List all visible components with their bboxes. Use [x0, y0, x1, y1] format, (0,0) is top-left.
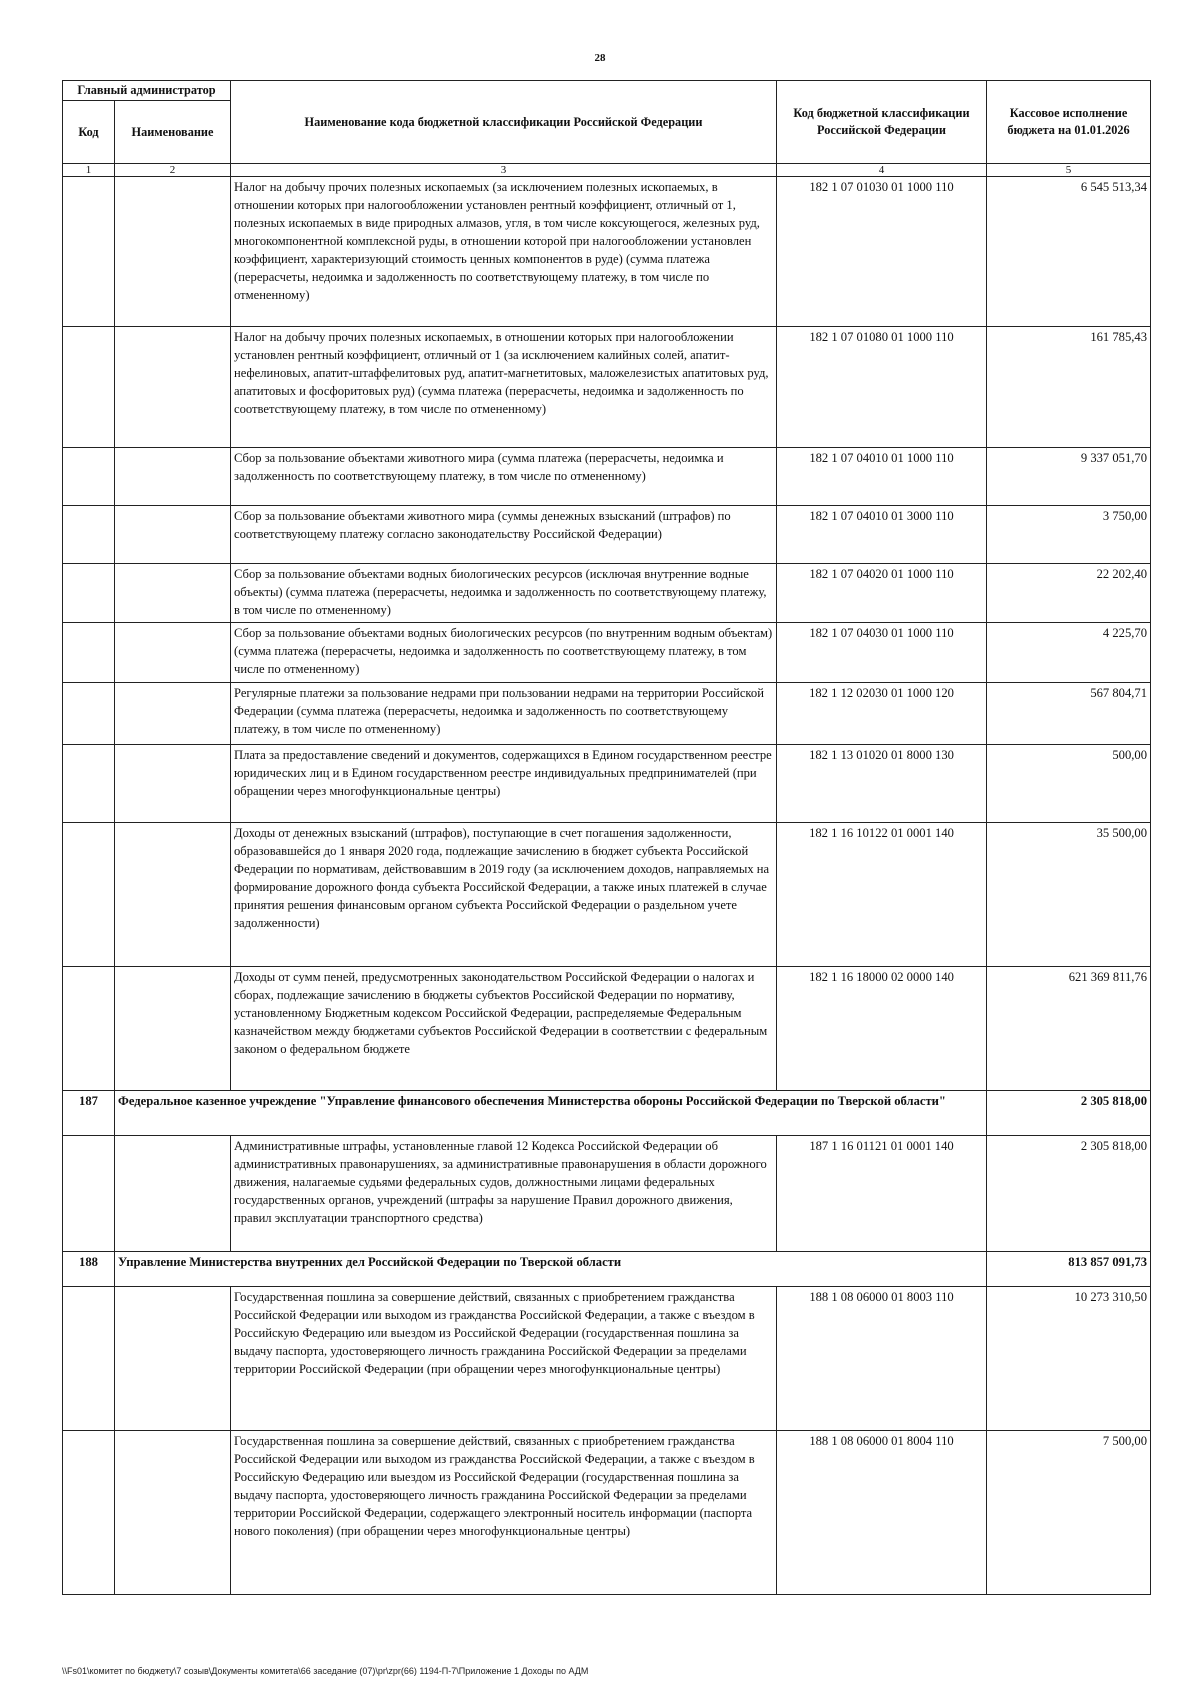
budget-code: 182 1 07 04010 01 3000 110 — [777, 506, 987, 564]
execution-header: Кассовое исполнение бюджета на 01.01.2026 — [987, 81, 1151, 164]
budget-code: 182 1 12 02030 01 1000 120 — [777, 683, 987, 745]
column-number: 5 — [987, 164, 1151, 177]
kod-cell — [63, 177, 115, 327]
classification-name: Государственная пошлина за совершение действий, связанных с приобретением гражданства Российской Федерации или выходом из гражданства Российской Федерации, а также с въездом в Российскую Федерацию или выездом из Российской Федерации (государственная пошлина за выдачу паспорта, удостоверяющего личность гражданина Российской Федерации за пределами территории Российской Федерации, содержащего электронный носитель информации (паспорта нового поколения) (при обращении через многофункциональные центры) — [231, 1431, 777, 1595]
classification-name: Плата за предоставление сведений и документов, содержащихся в Едином государственном реестре юридических лиц и в Едином государственном реестре индивидуальных предпринимателей (при обращении через многофункциональные центры) — [231, 745, 777, 823]
admin-row — [63, 1091, 1151, 1136]
budget-code: 188 1 08 06000 01 8004 110 — [777, 1431, 987, 1595]
kod-cell — [63, 564, 115, 623]
kod-cell — [63, 1287, 115, 1431]
execution-amount: 500,00 — [987, 745, 1151, 823]
classification-name: Сбор за пользование объектами животного мира (сумма платежа (перерасчеты, недоимка и задолженность по соответствующему платежу, в том числе по отмененному) — [231, 448, 777, 506]
kod-cell — [63, 1136, 115, 1252]
column-numbers-row — [63, 164, 1151, 177]
admin-name-cell — [115, 506, 231, 564]
budget-revenue-table — [62, 80, 1151, 1595]
admin-name-cell — [115, 177, 231, 327]
execution-amount: 621 369 811,76 — [987, 967, 1151, 1091]
table-row — [63, 1136, 1151, 1252]
table-row — [63, 683, 1151, 745]
table-row — [63, 745, 1151, 823]
budget-code: 182 1 13 01020 01 8000 130 — [777, 745, 987, 823]
classification-name: Налог на добычу прочих полезных ископаемых (за исключением полезных ископаемых, в отношении которых при налогообложении установлен рентный коэффициент, отличный от 1, полезных ископаемых в виде природных алмазов, угля, в том числе коксующегося, железных руд, многокомпонентной комплексной руды, в отношении которой при налогообложении установлен коэффициент, характеризующий стоимость ценных компонентов в руде) (сумма платежа (перерасчеты, недоимка и задолженность по соответствующему платежу, в том числе по отмененному) — [231, 177, 777, 327]
admin-name-cell — [115, 564, 231, 623]
classification-name: Налог на добычу прочих полезных ископаемых, в отношении которых при налогообложении установлен рентный коэффициент, отличный от 1 (за исключением калийных солей, апатит-нефелиновых, апатит-штаффелитовых руд, апатит-магнетитовых, маложелезистых апатитовых руд, апатитовых и фосфоритовых руд) (сумма платежа (перерасчеты, недоимка и задолженность по соответствующему платежу, в том числе по отмененному) — [231, 327, 777, 448]
table-row — [63, 1287, 1151, 1431]
execution-amount: 161 785,43 — [987, 327, 1151, 448]
classification-name: Сбор за пользование объектами водных биологических ресурсов (по внутренним водным объектам) (сумма платежа (перерасчеты, недоимка и задолженность по соответствующему платежу, в том числе по отмененному) — [231, 623, 777, 683]
classification-name: Сбор за пользование объектами животного мира (суммы денежных взысканий (штрафов) по соответствующему платежу согласно законодательству Российской Федерации) — [231, 506, 777, 564]
kod-cell — [63, 506, 115, 564]
execution-amount: 7 500,00 — [987, 1431, 1151, 1595]
classification-name: Доходы от сумм пеней, предусмотренных законодательством Российской Федерации о налогах и сборах, подлежащие зачислению в бюджеты субъектов Российской Федерации по нормативу, установленному Бюджетным кодексом Российской Федерации, распределяемые Федеральным казначейством между бюджетами субъектов Российской Федерации в соответствии с федеральным законом о федеральном бюджете — [231, 967, 777, 1091]
kod-cell — [63, 683, 115, 745]
budget-code: 182 1 16 18000 02 0000 140 — [777, 967, 987, 1091]
execution-amount: 567 804,71 — [987, 683, 1151, 745]
admin-name-cell — [115, 823, 231, 967]
admin-name-cell — [115, 967, 231, 1091]
table-row — [63, 823, 1151, 967]
admin-name-cell — [115, 1431, 231, 1595]
admin-name-cell — [115, 1287, 231, 1431]
table-row — [63, 1431, 1151, 1595]
classification-name: Административные штрафы, установленные главой 12 Кодекса Российской Федерации об административных правонарушениях, за административные правонарушения в области дорожного движения, налагаемые судьями федеральных судов, должностными лицами федеральных государственных органов, учреждений (штрафы за нарушение Правил дорожного движения, правил эксплуатации транспортного средства) — [231, 1136, 777, 1252]
kod-cell — [63, 823, 115, 967]
admin-name: Управление Министерства внутренних дел Российской Федерации по Тверской области — [115, 1252, 987, 1287]
classification-name: Регулярные платежи за пользование недрами при пользовании недрами на территории Российской Федерации (сумма платежа (перерасчеты, недоимка и задолженность по соответствующему платежу, в том числе по отмененному) — [231, 683, 777, 745]
naimenovanie-header: Наименование — [115, 101, 231, 164]
table-row — [63, 177, 1151, 327]
execution-amount: 3 750,00 — [987, 506, 1151, 564]
admin-total-amount: 813 857 091,73 — [987, 1252, 1151, 1287]
execution-amount: 35 500,00 — [987, 823, 1151, 967]
file-path-footer: \\Fs01\комитет по бюджету\7 созыв\Документы комитета\66 заседание (07)\pr\zpr(66) 1194-П-7\Приложение 1 Доходы по АДМ — [62, 1666, 589, 1676]
classification-name: Сбор за пользование объектами водных биологических ресурсов (исключая внутренние водные объекты) (сумма платежа (перерасчеты, недоимка и задолженность по соответствующему платежу, в том числе по отмененному) — [231, 564, 777, 623]
kod-cell — [63, 745, 115, 823]
admin-kod: 188 — [63, 1252, 115, 1287]
admin-name: Федеральное казенное учреждение "Управление финансового обеспечения Министерства обороны Российской Федерации по Тверской области" — [115, 1091, 987, 1136]
admin-name-cell — [115, 1136, 231, 1252]
admin-name-cell — [115, 683, 231, 745]
admin-name-cell — [115, 745, 231, 823]
table-row — [63, 327, 1151, 448]
execution-amount: 6 545 513,34 — [987, 177, 1151, 327]
admin-name-cell — [115, 448, 231, 506]
execution-amount: 4 225,70 — [987, 623, 1151, 683]
page-number: 28 — [594, 52, 606, 64]
budget-code: 182 1 07 04020 01 1000 110 — [777, 564, 987, 623]
budget-code-header: Код бюджетной классификации Российской Федерации — [777, 81, 987, 164]
main-admin-header: Главный администратор — [63, 81, 231, 101]
table-row — [63, 967, 1151, 1091]
kod-header: Код — [63, 101, 115, 164]
column-number: 1 — [63, 164, 115, 177]
execution-amount: 10 273 310,50 — [987, 1287, 1151, 1431]
column-number: 3 — [231, 164, 777, 177]
budget-code: 182 1 16 10122 01 0001 140 — [777, 823, 987, 967]
classification-name: Государственная пошлина за совершение действий, связанных с приобретением гражданства Российской Федерации или выходом из гражданства Российской Федерации, а также с въездом в Российскую Федерацию или выездом из Российской Федерации (государственная пошлина за выдачу паспорта, удостоверяющего личность гражданина Российской Федерации за пределами территории Российской Федерации (при обращении через многофункциональные центры) — [231, 1287, 777, 1431]
kod-cell — [63, 448, 115, 506]
kod-cell — [63, 327, 115, 448]
classification-name: Доходы от денежных взысканий (штрафов), поступающие в счет погашения задолженности, образовавшейся до 1 января 2020 года, подлежащие зачислению в бюджет субъекта Российской Федерации по нормативам, действовавшим в 2019 году (за исключением доходов, направляемых на формирование дорожного фонда субъекта Российской Федерации, а также иных платежей в случае принятия решения финансовым органом субъекта Российской Федерации о раздельном учете задолженности) — [231, 823, 777, 967]
execution-amount: 2 305 818,00 — [987, 1136, 1151, 1252]
budget-code: 182 1 07 01080 01 1000 110 — [777, 327, 987, 448]
kod-cell — [63, 623, 115, 683]
admin-name-cell — [115, 623, 231, 683]
table-row — [63, 623, 1151, 683]
admin-total-amount: 2 305 818,00 — [987, 1091, 1151, 1136]
admin-name-cell — [115, 327, 231, 448]
table-row — [63, 448, 1151, 506]
classification-name-header: Наименование кода бюджетной классификации Российской Федерации — [231, 81, 777, 164]
column-number: 2 — [115, 164, 231, 177]
budget-code: 182 1 07 04010 01 1000 110 — [777, 448, 987, 506]
column-number: 4 — [777, 164, 987, 177]
table-row — [63, 506, 1151, 564]
kod-cell — [63, 1431, 115, 1595]
budget-code: 187 1 16 01121 01 0001 140 — [777, 1136, 987, 1252]
execution-amount: 9 337 051,70 — [987, 448, 1151, 506]
admin-kod: 187 — [63, 1091, 115, 1136]
budget-code: 182 1 07 01030 01 1000 110 — [777, 177, 987, 327]
budget-code: 182 1 07 04030 01 1000 110 — [777, 623, 987, 683]
execution-amount: 22 202,40 — [987, 564, 1151, 623]
admin-row — [63, 1252, 1151, 1287]
table-row — [63, 564, 1151, 623]
budget-code: 188 1 08 06000 01 8003 110 — [777, 1287, 987, 1431]
kod-cell — [63, 967, 115, 1091]
